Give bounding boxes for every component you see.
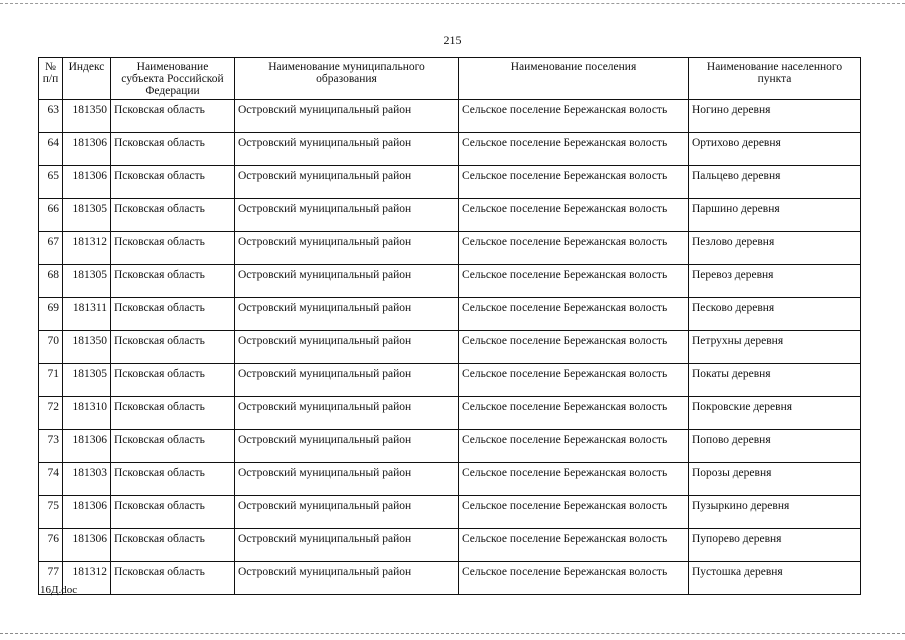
federal-subject-cell: Псковская область — [111, 166, 235, 199]
table-row — [39, 331, 861, 364]
municipality-cell: Островский муниципальный район — [235, 199, 459, 232]
table-header-row — [39, 58, 861, 100]
row-number-cell: 63 — [39, 100, 63, 133]
header-index: Индекс — [63, 58, 111, 100]
settlement-cell: Сельское поселение Бережанская волость — [459, 430, 689, 463]
postal-index-cell: 181312 — [63, 232, 111, 265]
locality-cell: Попово деревня — [689, 430, 861, 463]
table-row — [39, 298, 861, 331]
footer-filename: 16Д.doc — [40, 584, 78, 596]
settlement-cell: Сельское поселение Бережанская волость — [459, 100, 689, 133]
row-number-cell: 76 — [39, 529, 63, 562]
settlement-cell: Сельское поселение Бережанская волость — [459, 496, 689, 529]
header-subject: Наименование субъекта Российской Федерации — [111, 58, 235, 100]
municipality-cell: Островский муниципальный район — [235, 232, 459, 265]
federal-subject-cell: Псковская область — [111, 364, 235, 397]
table-row — [39, 133, 861, 166]
row-number-cell: 74 — [39, 463, 63, 496]
federal-subject-cell: Псковская область — [111, 199, 235, 232]
locality-cell: Пустошка деревня — [689, 562, 861, 595]
postal-index-cell: 181306 — [63, 166, 111, 199]
settlement-cell: Сельское поселение Бережанская волость — [459, 265, 689, 298]
table-row — [39, 364, 861, 397]
postal-index-cell: 181303 — [63, 463, 111, 496]
locality-cell: Покаты деревня — [689, 364, 861, 397]
row-number-cell: 66 — [39, 199, 63, 232]
table-row — [39, 265, 861, 298]
federal-subject-cell: Псковская область — [111, 496, 235, 529]
locality-cell: Покровские деревня — [689, 397, 861, 430]
bottom-scan-edge — [0, 633, 905, 634]
settlement-cell: Сельское поселение Бережанская волость — [459, 463, 689, 496]
header-municipality: Наименование муниципального образования — [235, 58, 459, 100]
page-number: 215 — [443, 33, 462, 47]
postal-index-cell: 181350 — [63, 100, 111, 133]
municipality-cell: Островский муниципальный район — [235, 463, 459, 496]
table-row — [39, 397, 861, 430]
locality-cell: Ортихово деревня — [689, 133, 861, 166]
federal-subject-cell: Псковская область — [111, 529, 235, 562]
settlement-cell: Сельское поселение Бережанская волость — [459, 364, 689, 397]
postal-index-cell: 181305 — [63, 199, 111, 232]
row-number-cell: 75 — [39, 496, 63, 529]
table-row — [39, 430, 861, 463]
table-row — [39, 199, 861, 232]
postal-index-cell: 181306 — [63, 496, 111, 529]
settlement-cell: Сельское поселение Бережанская волость — [459, 331, 689, 364]
table-body — [39, 100, 861, 595]
settlement-cell: Сельское поселение Бережанская волость — [459, 529, 689, 562]
top-scan-edge — [0, 3, 905, 4]
row-number-cell: 69 — [39, 298, 63, 331]
postal-index-cell: 181305 — [63, 265, 111, 298]
postal-index-cell: 181306 — [63, 133, 111, 166]
table-row — [39, 529, 861, 562]
settlement-cell: Сельское поселение Бережанская волость — [459, 298, 689, 331]
municipality-cell: Островский муниципальный район — [235, 397, 459, 430]
settlement-cell: Сельское поселение Бережанская волость — [459, 133, 689, 166]
federal-subject-cell: Псковская область — [111, 331, 235, 364]
municipality-cell: Островский муниципальный район — [235, 298, 459, 331]
locality-cell: Пупорево деревня — [689, 529, 861, 562]
settlement-cell: Сельское поселение Бережанская волость — [459, 166, 689, 199]
row-number-cell: 64 — [39, 133, 63, 166]
row-number-cell: 67 — [39, 232, 63, 265]
federal-subject-cell: Псковская область — [111, 562, 235, 595]
municipality-cell: Островский муниципальный район — [235, 133, 459, 166]
row-number-cell: 72 — [39, 397, 63, 430]
locality-cell: Песково деревня — [689, 298, 861, 331]
municipality-cell: Островский муниципальный район — [235, 265, 459, 298]
locality-cell: Пезлово деревня — [689, 232, 861, 265]
postal-index-cell: 181305 — [63, 364, 111, 397]
table-row — [39, 100, 861, 133]
row-number-cell: 70 — [39, 331, 63, 364]
locality-cell: Петрухны деревня — [689, 331, 861, 364]
postal-index-cell: 181350 — [63, 331, 111, 364]
federal-subject-cell: Псковская область — [111, 397, 235, 430]
federal-subject-cell: Псковская область — [111, 133, 235, 166]
row-number-cell: 77 — [39, 562, 63, 595]
table-row — [39, 166, 861, 199]
locality-cell: Пальцево деревня — [689, 166, 861, 199]
municipality-cell: Островский муниципальный район — [235, 496, 459, 529]
locality-cell: Ногино деревня — [689, 100, 861, 133]
postal-index-cell: 181312 — [63, 562, 111, 595]
federal-subject-cell: Псковская область — [111, 430, 235, 463]
table-row — [39, 496, 861, 529]
row-number-cell: 71 — [39, 364, 63, 397]
municipality-cell: Островский муниципальный район — [235, 529, 459, 562]
federal-subject-cell: Псковская область — [111, 463, 235, 496]
municipality-cell: Островский муниципальный район — [235, 430, 459, 463]
settlement-cell: Сельское поселение Бережанская волость — [459, 562, 689, 595]
header-locality: Наименование населенного пункта — [689, 58, 861, 100]
settlement-cell: Сельское поселение Бережанская волость — [459, 199, 689, 232]
locality-cell: Паршино деревня — [689, 199, 861, 232]
postal-index-cell: 181306 — [63, 529, 111, 562]
settlement-cell: Сельское поселение Бережанская волость — [459, 232, 689, 265]
federal-subject-cell: Псковская область — [111, 232, 235, 265]
table-row — [39, 463, 861, 496]
postal-index-cell: 181310 — [63, 397, 111, 430]
settlement-cell: Сельское поселение Бережанская волость — [459, 397, 689, 430]
locality-cell: Пузыркино деревня — [689, 496, 861, 529]
row-number-cell: 68 — [39, 265, 63, 298]
federal-subject-cell: Псковская область — [111, 298, 235, 331]
postal-index-cell: 181306 — [63, 430, 111, 463]
postal-index-cell: 181311 — [63, 298, 111, 331]
municipality-cell: Островский муниципальный район — [235, 166, 459, 199]
locality-cell: Порозы деревня — [689, 463, 861, 496]
localities-table — [38, 57, 861, 595]
row-number-cell: 73 — [39, 430, 63, 463]
row-number-cell: 65 — [39, 166, 63, 199]
header-num: № п/п — [39, 58, 63, 100]
table-row — [39, 562, 861, 595]
locality-cell: Перевоз деревня — [689, 265, 861, 298]
federal-subject-cell: Псковская область — [111, 100, 235, 133]
header-settlement: Наименование поселения — [459, 58, 689, 100]
municipality-cell: Островский муниципальный район — [235, 331, 459, 364]
municipality-cell: Островский муниципальный район — [235, 364, 459, 397]
federal-subject-cell: Псковская область — [111, 265, 235, 298]
table-row — [39, 232, 861, 265]
municipality-cell: Островский муниципальный район — [235, 562, 459, 595]
municipality-cell: Островский муниципальный район — [235, 100, 459, 133]
